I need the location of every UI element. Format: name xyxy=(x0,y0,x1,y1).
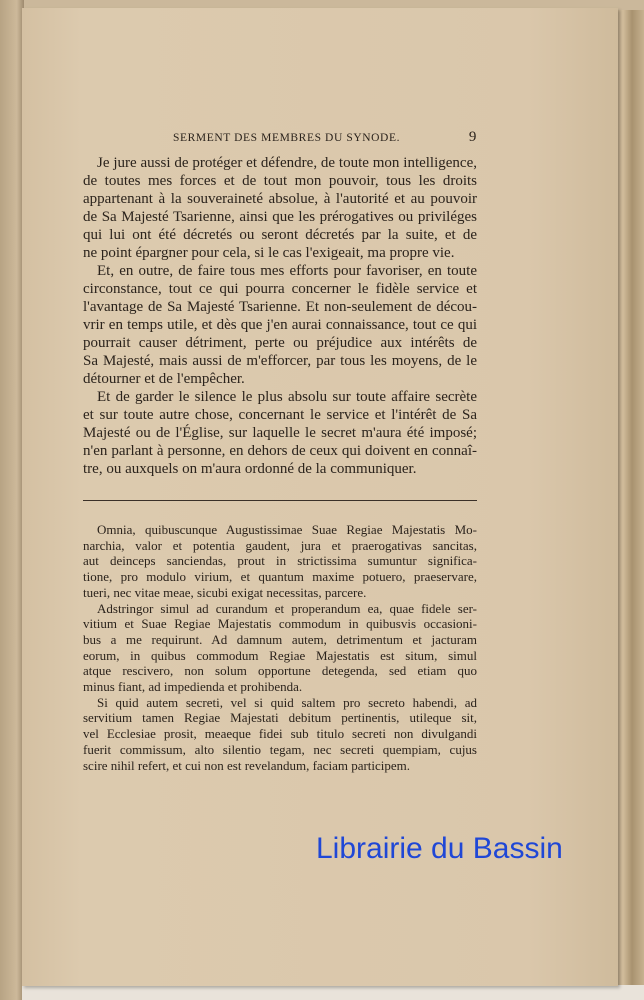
text-line: pourrait causer détriment, perte ou préjudice aux intérêts de xyxy=(83,335,477,351)
text-line: aut deinceps sanciendas, prout in strictissima sumuntur significa- xyxy=(83,553,477,569)
text-line: vrir en temps utile, et dès que j'en aurai connaissance, tout ce qui xyxy=(83,317,477,333)
text-line: tueri, nec vitae meae, sicubi exigat necessitas, parcere. xyxy=(83,584,367,600)
text-line: Sa Majesté, mais aussi de m'efforcer, par tous les moyens, de le xyxy=(83,353,477,369)
text-line: de toutes mes forces et de tout mon pouvoir, tous les droits xyxy=(83,173,477,189)
separator-rule xyxy=(83,500,477,501)
text-line: servitium tamen Regiae Majestati debitum pertinentis, utileque sit, xyxy=(83,710,477,726)
text-line: tre, ou auxquels on m'aura ordonné de la communiquer. xyxy=(83,461,417,477)
latin-oath-text xyxy=(83,522,477,773)
text-line: Et, en outre, de faire tous mes efforts pour favoriser, en toute xyxy=(97,263,477,279)
text-line: circonstance, tout ce qui pourra concerner le fidèle service et xyxy=(83,281,477,297)
text-line: vel Ecclesiae prosit, meaeque fidei sub titulo secreti non divulgandi xyxy=(83,726,477,742)
french-oath-text xyxy=(83,154,477,478)
running-title: SERMENT DES MEMBRES DU SYNODE. xyxy=(173,132,401,144)
text-line: Si quid autem secreti, vel si quid saltem pro secreto habendi, ad xyxy=(97,694,477,710)
text-line: ne point épargner pour cela, si le cas l'exigeait, ma propre vie. xyxy=(83,245,455,261)
text-line: n'en parlant à personne, en dehors de ceux qui doivent en connaî- xyxy=(83,443,477,459)
text-line: eorum, in quibus commodum Regiae Majestatis est situm, simul xyxy=(83,647,477,663)
running-header xyxy=(83,129,477,148)
page-edges xyxy=(614,10,644,995)
text-line: vitium et Suae Regiae Majestatis commodum in quibusvis occasioni- xyxy=(83,616,477,632)
text-line: Majesté ou de l'Église, sur laquelle le secret m'aura été imposé; xyxy=(83,425,477,441)
watermark: Librairie du Bassin xyxy=(316,832,563,865)
text-line: Et de garder le silence le plus absolu sur toute affaire secrète xyxy=(97,389,477,405)
text-line: l'avantage de Sa Majesté Tsarienne. Et non-seulement de décou- xyxy=(83,299,477,315)
adjacent-page-edge xyxy=(0,0,24,1000)
text-line: narchia, valor et potentia gaudent, jura et praerogativas sancitas, xyxy=(83,537,477,553)
text-line: tione, pro modulo virium, et quantum maxime potuero, praeservare, xyxy=(83,569,477,585)
text-line: Je jure aussi de protéger et défendre, de toute mon intelligence, xyxy=(97,155,477,171)
text-line: et sur toute autre chose, concernant le service et l'intérêt de Sa xyxy=(83,407,477,423)
text-line: minus fiant, ad impedienda et prohibenda. xyxy=(83,679,303,695)
background-strip xyxy=(22,985,644,1000)
text-line: qui lui ont été décretés ou seront décretés par la suite, et de xyxy=(83,227,477,243)
page-number: 9 xyxy=(468,129,477,145)
text-line: détourner et de l'empêcher. xyxy=(83,371,245,387)
text-line: fuerit commissum, alto silentio tegam, nec secreti quempiam, cujus xyxy=(83,741,477,757)
text-line: atque rescivero, non solum opportune detegenda, sed etiam quo xyxy=(83,663,477,679)
text-line: appartenant à la souveraineté absolue, à l'autorité et au pouvoir xyxy=(83,191,477,207)
text-line: scire nihil refert, et cui non est revelandum, faciam participem. xyxy=(83,757,411,773)
text-line: Omnia, quibuscunque Augustissimae Suae Regiae Majestatis Mo- xyxy=(97,522,477,537)
text-line: Adstringor simul ad curandum et properandum ea, quae fidele ser- xyxy=(97,600,477,616)
text-line: de Sa Majesté Tsarienne, ainsi que les prérogatives ou priviléges xyxy=(83,209,477,225)
text-line: bus a me requirunt. Ad damnum autem, detrimentum et jacturam xyxy=(83,631,477,647)
